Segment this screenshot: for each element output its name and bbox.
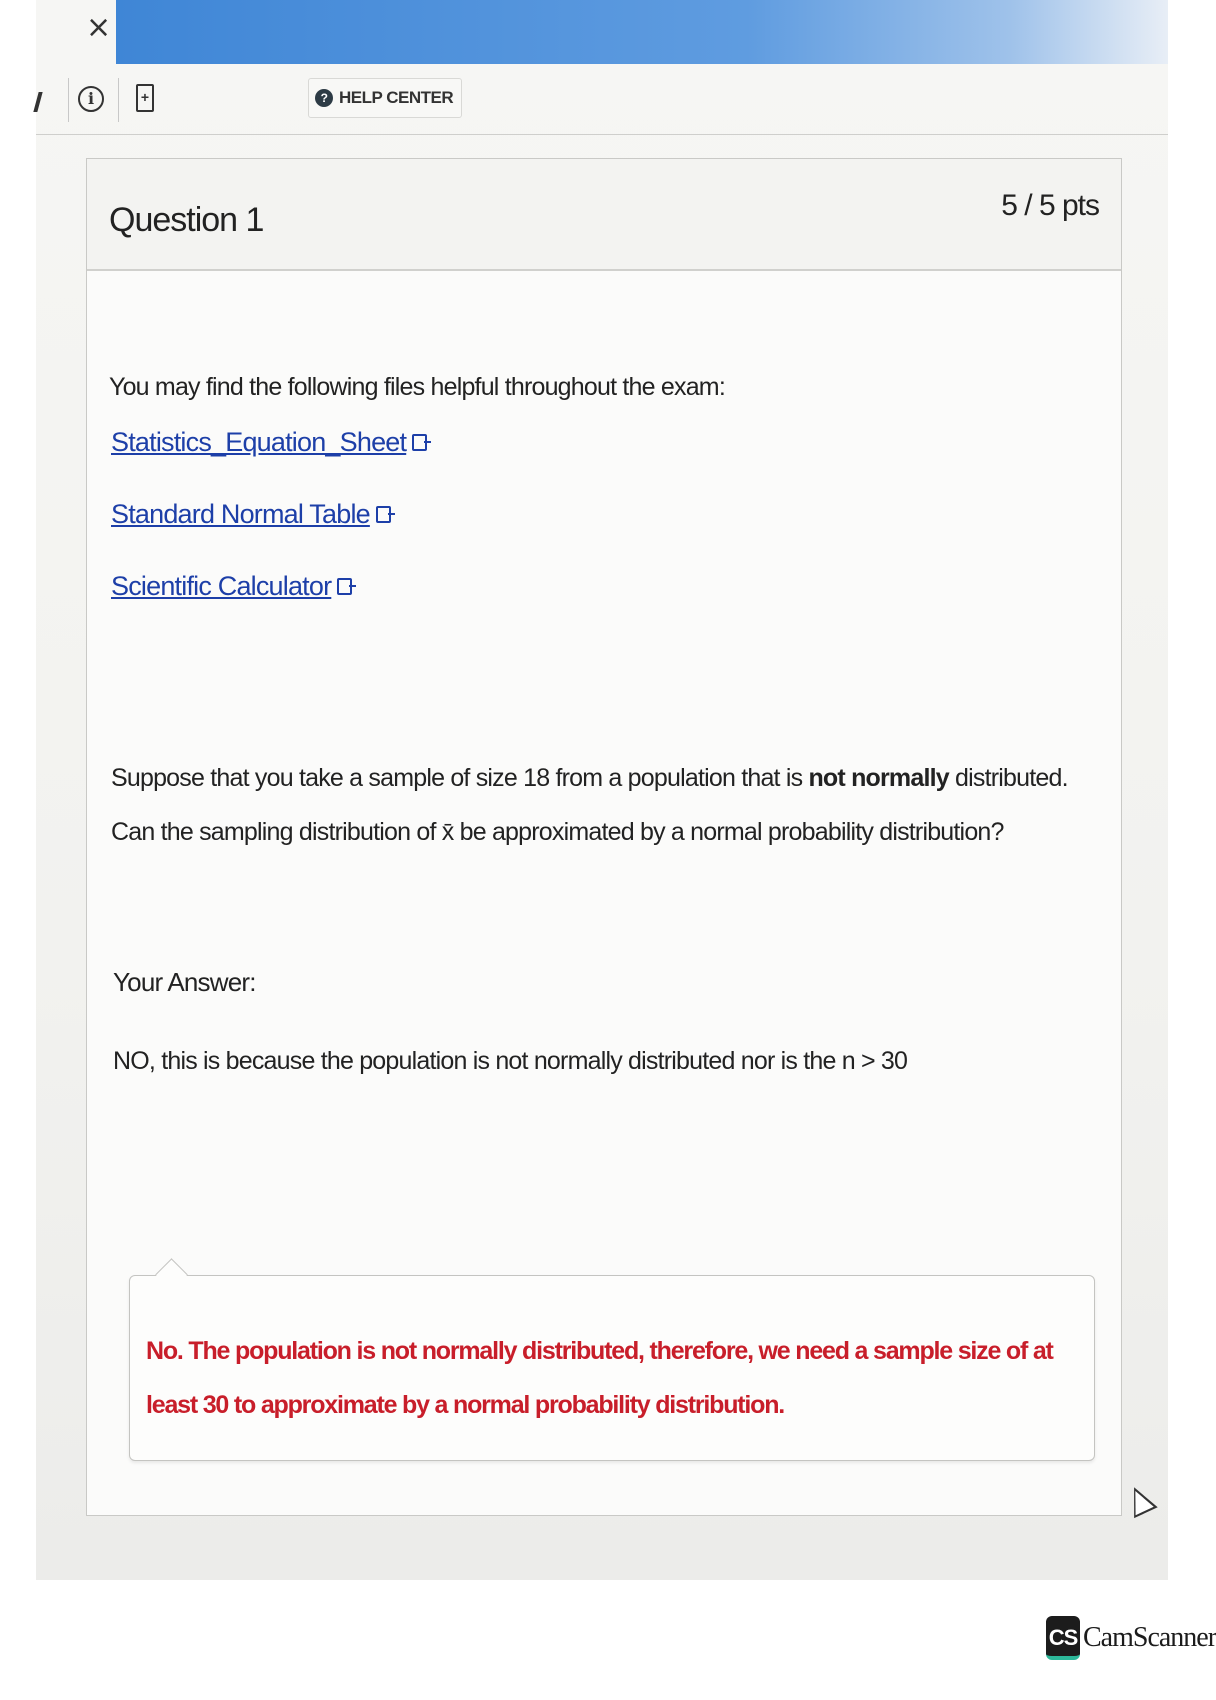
file-link-label: Statistics_Equation_Sheet xyxy=(111,427,407,457)
feedback-box xyxy=(129,1275,1095,1461)
help-icon: ? xyxy=(315,89,333,107)
help-center-label: HELP CENTER xyxy=(339,88,454,107)
question-title: Question 1 xyxy=(109,201,264,239)
external-link-icon xyxy=(337,578,352,595)
help-center-button[interactable] xyxy=(308,78,462,118)
partial-icon xyxy=(33,92,42,112)
files-intro: You may find the following files helpful throughout the exam: xyxy=(109,373,725,401)
prompt-text: distributed. Can the sampling distribution of x̄ be approximated by a normal probability distribution? xyxy=(111,764,1068,846)
prompt-text: Suppose that you take a sample of size 18 from a population that is xyxy=(111,764,809,792)
camscanner-name: CamScanner xyxy=(1083,1622,1216,1653)
file-link-normal-table[interactable] xyxy=(111,499,391,530)
prompt-bold-text: not normally xyxy=(808,764,949,792)
feedback-text: No. The population is not normally distributed, therefore, we need a sample size of at least 30 to approximate by a normal probability distribution. xyxy=(146,1337,1053,1419)
screen-photo xyxy=(36,0,1168,1580)
file-link-calculator[interactable] xyxy=(111,571,352,602)
question-points: 5 / 5 pts xyxy=(1001,189,1099,222)
question-prompt xyxy=(111,751,1101,859)
question-card xyxy=(86,158,1122,1516)
file-link-label: Scientific Calculator xyxy=(111,571,332,601)
info-icon[interactable]: i xyxy=(78,86,104,112)
toolbar xyxy=(36,72,1168,135)
toolbar-divider xyxy=(68,78,69,122)
file-link-equation-sheet[interactable] xyxy=(111,427,427,458)
camscanner-badge: CS xyxy=(1046,1616,1080,1660)
toolbar-divider xyxy=(118,78,119,122)
external-link-icon xyxy=(376,506,391,523)
document-icon[interactable]: + xyxy=(136,84,154,112)
answer-text: NO, this is because the population is not normally distributed nor is the n > 30 xyxy=(113,1047,908,1075)
camscanner-watermark xyxy=(1046,1616,1216,1660)
question-header xyxy=(87,159,1121,271)
answer-label: Your Answer: xyxy=(113,967,256,997)
browser-top-band xyxy=(116,0,1168,64)
file-link-label: Standard Normal Table xyxy=(111,499,370,529)
close-icon[interactable]: × xyxy=(86,10,112,45)
external-link-icon xyxy=(412,434,427,451)
